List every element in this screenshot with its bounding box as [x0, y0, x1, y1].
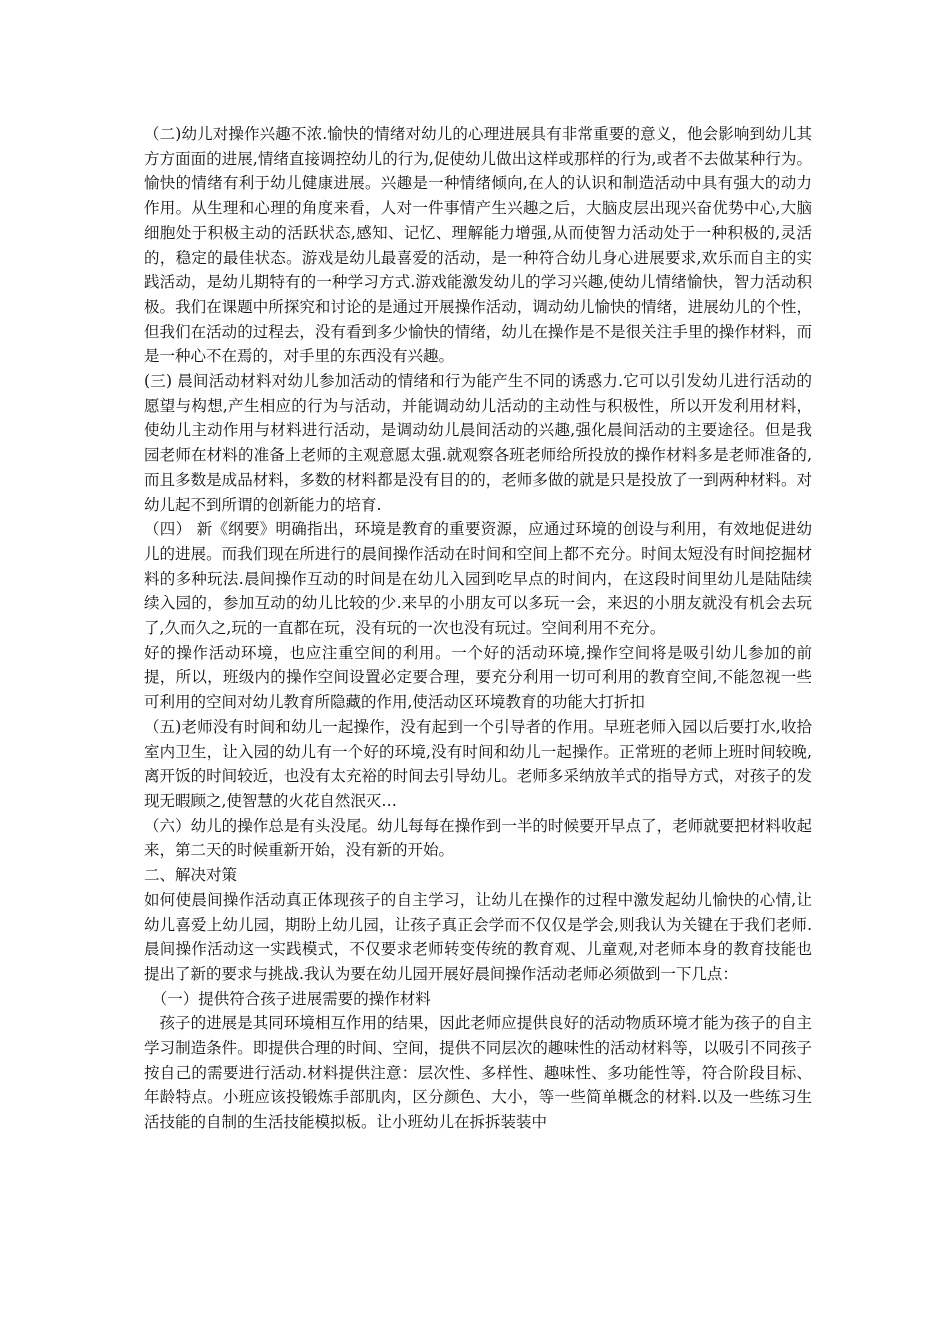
paragraph-teacher-time: （五)老师没有时间和幼儿一起操作，没有起到一个引导者的作用。早班老师入园以后要打水,收拾室内卫生，让入园的幼儿有一个好的环境,没有时间和幼儿一起操作。正常班的老师上班时间较晚,离开饭的时间较近，也没有太充裕的时间去引导幼儿。老师多采纳放羊式的指导方式，对孩子的发现无暇顾之,使智慧的火花自然泯灭…	[144, 717, 812, 810]
document-page	[144, 122, 812, 1135]
paragraph-space: 好的操作活动环境，也应注重空间的利用。一个好的活动环境,操作空间将是吸引幼儿参加的前提，所以，班级内的操作空间设置必定要合理，要充分利用一切可利用的教育空间,不能忽视一些可利用的空间对幼儿教育所隐藏的作用,使活动区环境教育的功能大打折扣	[144, 643, 812, 712]
paragraph-unfinished: （六）幼儿的操作总是有头没尾。幼儿每每在操作到一半的时候要开早点了，老师就要把材料收起来，第二天的时候重新开始，没有新的开始。	[144, 816, 812, 860]
paragraph-materials: (三) 晨间活动材料对幼儿参加活动的情绪和行为能产生不同的诱惑力.它可以引发幼儿进行活动的愿望与构想,产生相应的行为与活动，并能调动幼儿活动的主动性与积极性，所以开发利用材料，使幼儿主动作用与材料进行活动，是调动幼儿晨间活动的兴趣,强化晨间活动的主要途径。但是我园老师在材料的准备上老师的主观意愿太强.就观察各班老师给所投放的操作材料多是老师准备的,而且多数是成品材料，多数的材料都是没有目的的，老师多做的就是只是投放了一到两种材料。对幼儿起不到所谓的创新能力的培育.	[144, 372, 812, 514]
paragraph-solutions-intro: 如何使晨间操作活动真正体现孩子的自主学习，让幼儿在操作的过程中激发起幼儿愉快的心情,让幼儿喜爱上幼儿园，期盼上幼儿园，让孩子真正会学而不仅仅是学会,则我认为关键在于我们老师.晨间操作活动这一实践模式，不仅要求老师转变传统的教育观、儿童观,对老师本身的教育技能也提出了新的要求与挑战.我认为要在幼儿园开展好晨间操作活动老师必须做到一下几点：	[144, 890, 812, 983]
paragraph-environment: （四） 新《纲要》明确指出，环境是教育的重要资源，应通过环境的创设与利用，有效地促进幼儿的进展。而我们现在所进行的晨间操作活动在时间和空间上都不充分。时间太短没有时间挖掘材料的多种玩法.晨间操作互动的时间是在幼儿入园到吃早点的时间内，在这段时间里幼儿是陆陆续续入园的，参加互动的幼儿比较的少.来早的小朋友可以多玩一会，来迟的小朋友就没有机会去玩了,久而久之,玩的一直都在玩，没有玩的一次也没有玩过。空间利用不充分。	[144, 520, 812, 638]
paragraph-interest: （二)幼儿对操作兴趣不浓.愉快的情绪对幼儿的心理进展具有非常重要的意义，他会影响到幼儿其方方面面的进展,情绪直接调控幼儿的行为,促使幼儿做出这样或那样的行为,或者不去做某种行为。愉快的情绪有利于幼儿健康进展。兴趣是一种情绪倾向,在人的认识和制造活动中具有强大的动力作用。从生理和心理的角度来看，人对一件事情产生兴趣之后，大脑皮层出现兴奋优势中心,大脑细胞处于积极主动的活跃状态,感知、记忆、理解能力增强,从而使智力活动处于一种积极的,灵活的，稳定的最佳状态。游戏是幼儿最喜爱的活动，是一种符合幼儿身心进展要求,欢乐而自主的实践活动，是幼儿期特有的一种学习方式.游戏能激发幼儿的学习兴趣,使幼儿情绪愉快，智力活动积极。我们在课题中所探究和讨论的是通过开展操作活动，调动幼儿愉快的情绪，进展幼儿的个性，但我们在活动的过程去，没有看到多少愉快的情绪，幼儿在操作是不是很关注手里的操作材料，而是一种心不在焉的，对手里的东西没有兴趣。	[144, 125, 812, 366]
subheading-materials: （一）提供符合孩子进展需要的操作材料	[151, 989, 431, 1008]
section-heading-solutions: 二、解决对策	[144, 866, 238, 885]
paragraph-materials-detail: 孩子的进展是其同环境相互作用的结果，因此老师应提供良好的活动物质环境才能为孩子的自主学习制造条件。即提供合理的时间、空间，提供不同层次的趣味性的活动材料等，以吸引不同孩子按自己的需要进行活动.材料提供注意：层次性、多样性、趣味性、多功能性等，符合阶段目标、年龄特点。小班应该投锻炼手部肌肉，区分颜色、大小，等一些简单概念的材料.以及一些练习生活技能的自制的生活技能模拟板。让小班幼儿在拆拆装装中	[144, 1014, 812, 1132]
